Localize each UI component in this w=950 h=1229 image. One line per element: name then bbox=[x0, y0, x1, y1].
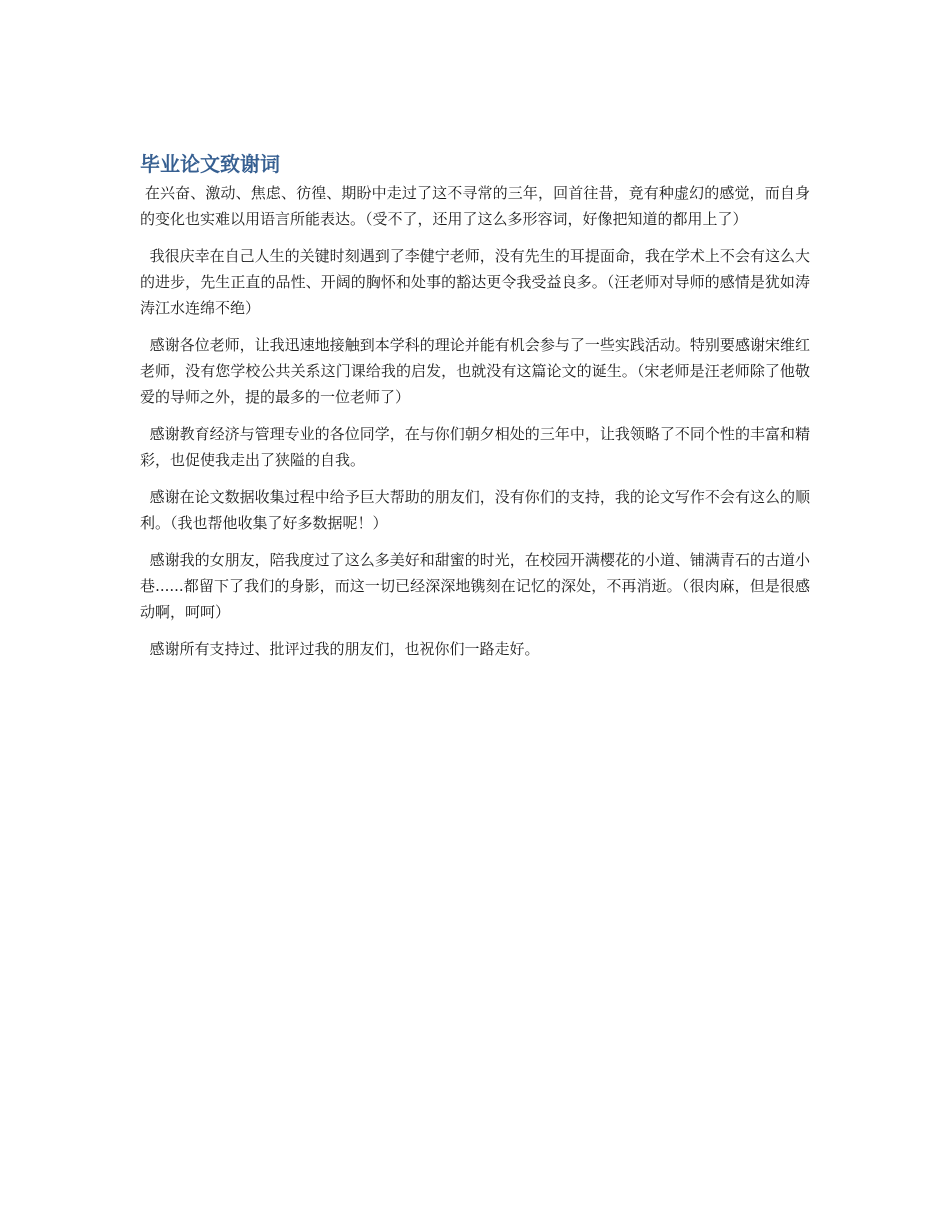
paragraph-7: 感谢所有支持过、批评过我的朋友们，也祝你们一路走好。 bbox=[140, 640, 540, 658]
paragraph-5: 感谢在论文数据收集过程中给予巨大帮助的朋友们，没有你们的支持，我的论文写作不会有这么的顺利。（我也帮他收集了好多数据呢！） bbox=[140, 488, 810, 532]
paragraph-3: 感谢各位老师，让我迅速地接触到本学科的理论并能有机会参与了一些实践活动。特别要感谢宋维红老师，没有您学校公共关系这门课给我的启发，也就没有这篇论文的诞生。（宋老师是汪老师除了他敬爱的导师之外，提的最多的一位老师了） bbox=[140, 336, 810, 406]
paragraph-4: 感谢教育经济与管理专业的各位同学，在与你们朝夕相处的三年中，让我领略了不同个性的丰富和精彩，也促使我走出了狭隘的自我。 bbox=[140, 425, 810, 469]
document-body bbox=[140, 150, 810, 673]
paragraph-1: 在兴奋、激动、焦虑、彷徨、期盼中走过了这不寻常的三年，回首往昔，竟有种虚幻的感觉，而自身的变化也实难以用语言所能表达。（受不了，还用了这么多形容词，好像把知道的都用上了） bbox=[140, 184, 810, 228]
document-title: 毕业论文致谢词 bbox=[140, 152, 280, 176]
paragraph-2: 我很庆幸在自己人生的关键时刻遇到了李健宁老师，没有先生的耳提面命，我在学术上不会有这么大的进步，先生正直的品性、开阔的胸怀和处事的豁达更令我受益良多。（汪老师对导师的感情是犹如涛涛江水连绵不绝） bbox=[140, 247, 810, 317]
paragraph-6: 感谢我的女朋友，陪我度过了这么多美好和甜蜜的时光，在校园开满樱花的小道、铺满青石的古道小巷......都留下了我们的身影，而这一切已经深深地镌刻在记忆的深处，不再消逝。（很肉麻，但是很感动啊，呵呵） bbox=[140, 551, 810, 621]
